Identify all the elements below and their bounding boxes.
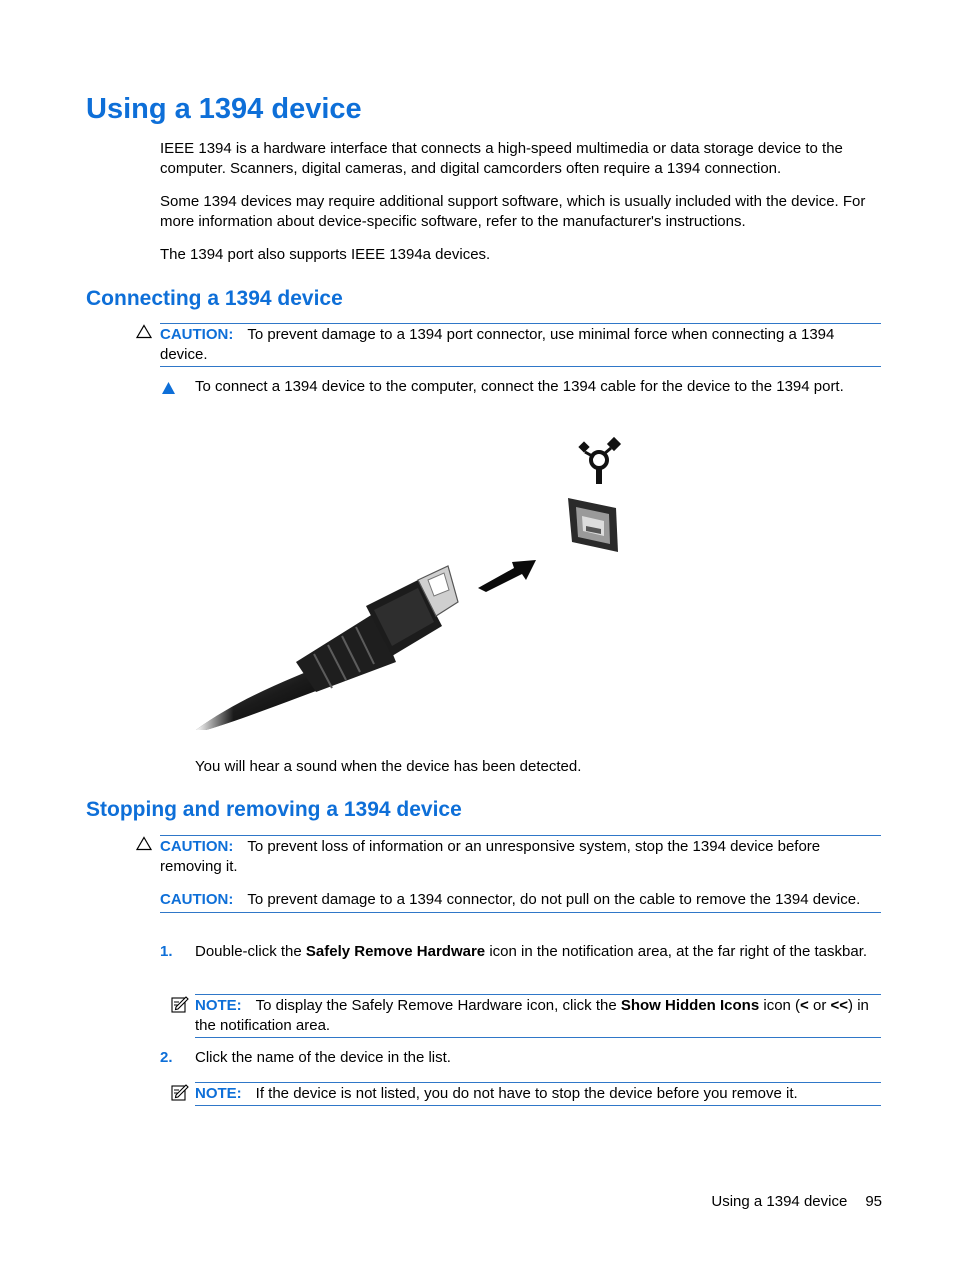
page-footer bbox=[711, 1192, 882, 1212]
firewire-cable-illustration bbox=[196, 430, 636, 730]
note-pencil-icon bbox=[170, 995, 190, 1020]
note-text-part: To display the Safely Remove Hardware icon, click the bbox=[255, 997, 621, 1014]
step-number: 1. bbox=[160, 943, 173, 960]
device-detected-text: You will hear a sound when the device has been detected. bbox=[195, 758, 582, 775]
page-number: 95 bbox=[865, 1193, 882, 1210]
note-text-part: ) in the notification area. bbox=[195, 997, 869, 1034]
note-label: NOTE: bbox=[195, 997, 242, 1014]
note-device-not-listed bbox=[195, 1082, 881, 1106]
caution-label: CAUTION: bbox=[160, 838, 234, 855]
intro-paragraph-1: IEEE 1394 is a hardware interface that connects a high-speed multimedia or data storage device to the computer. Scanners, digital cameras, and digital camcorders often require a 1394 connection. bbox=[160, 140, 843, 177]
section-heading-connecting: Connecting a 1394 device bbox=[86, 287, 343, 310]
note-pencil-icon bbox=[170, 1083, 190, 1108]
caution-label: CAUTION: bbox=[160, 891, 234, 908]
step-1-text bbox=[195, 942, 881, 962]
step-2-text: Click the name of the device in the list. bbox=[195, 1049, 451, 1066]
safely-remove-hardware-label: Safely Remove Hardware bbox=[305, 943, 486, 960]
caution-text: To prevent loss of information or an unresponsive system, stop the 1394 device before removing it. bbox=[160, 838, 821, 875]
caution-triangle-icon bbox=[136, 836, 152, 857]
caution-2 bbox=[160, 890, 881, 910]
page-title: Using a 1394 device bbox=[86, 93, 362, 125]
show-hidden-icons-label: Show Hidden Icons bbox=[620, 997, 760, 1014]
note-text: If the device is not listed, you do not have to stop the device before you remove it. bbox=[255, 1085, 798, 1102]
caution-connecting bbox=[160, 323, 881, 367]
note-symbol: << bbox=[830, 997, 849, 1014]
caution-label: CAUTION: bbox=[160, 326, 234, 343]
firewire-symbol-icon bbox=[578, 437, 621, 484]
note-label: NOTE: bbox=[195, 1085, 242, 1102]
connect-step-text: To connect a 1394 device to the computer, connect the 1394 cable for the device to the 1394 port. bbox=[195, 378, 844, 395]
section-heading-stopping: Stopping and removing a 1394 device bbox=[86, 798, 462, 821]
firewire-port-icon bbox=[568, 498, 618, 552]
caution-stopping bbox=[160, 835, 881, 913]
step-number: 2. bbox=[160, 1049, 173, 1066]
note-symbol: < bbox=[800, 997, 809, 1014]
caution-1 bbox=[160, 837, 881, 877]
note-text-part: icon ( bbox=[759, 997, 801, 1014]
caution-text: To prevent damage to a 1394 connector, do not pull on the cable to remove the 1394 device. bbox=[247, 891, 861, 908]
note-show-hidden-icons bbox=[195, 994, 881, 1038]
intro-paragraph-3: The 1394 port also supports IEEE 1394a devices. bbox=[160, 246, 491, 263]
step-text-part: icon in the notification area, at the far right of the taskbar. bbox=[485, 943, 868, 960]
step-text-part: Double-click the bbox=[195, 943, 306, 960]
note-text-part: or bbox=[808, 997, 831, 1014]
intro-paragraph-2: Some 1394 devices may require additional support software, which is usually included with the device. For more information about device-specific software, refer to the manufacturer's instructions. bbox=[160, 193, 866, 230]
step-bullet-triangle-icon bbox=[161, 381, 176, 401]
footer-section-title: Using a 1394 device bbox=[711, 1193, 848, 1210]
caution-text: To prevent damage to a 1394 port connector, use minimal force when connecting a 1394 device. bbox=[160, 326, 835, 363]
caution-triangle-icon bbox=[136, 324, 152, 345]
